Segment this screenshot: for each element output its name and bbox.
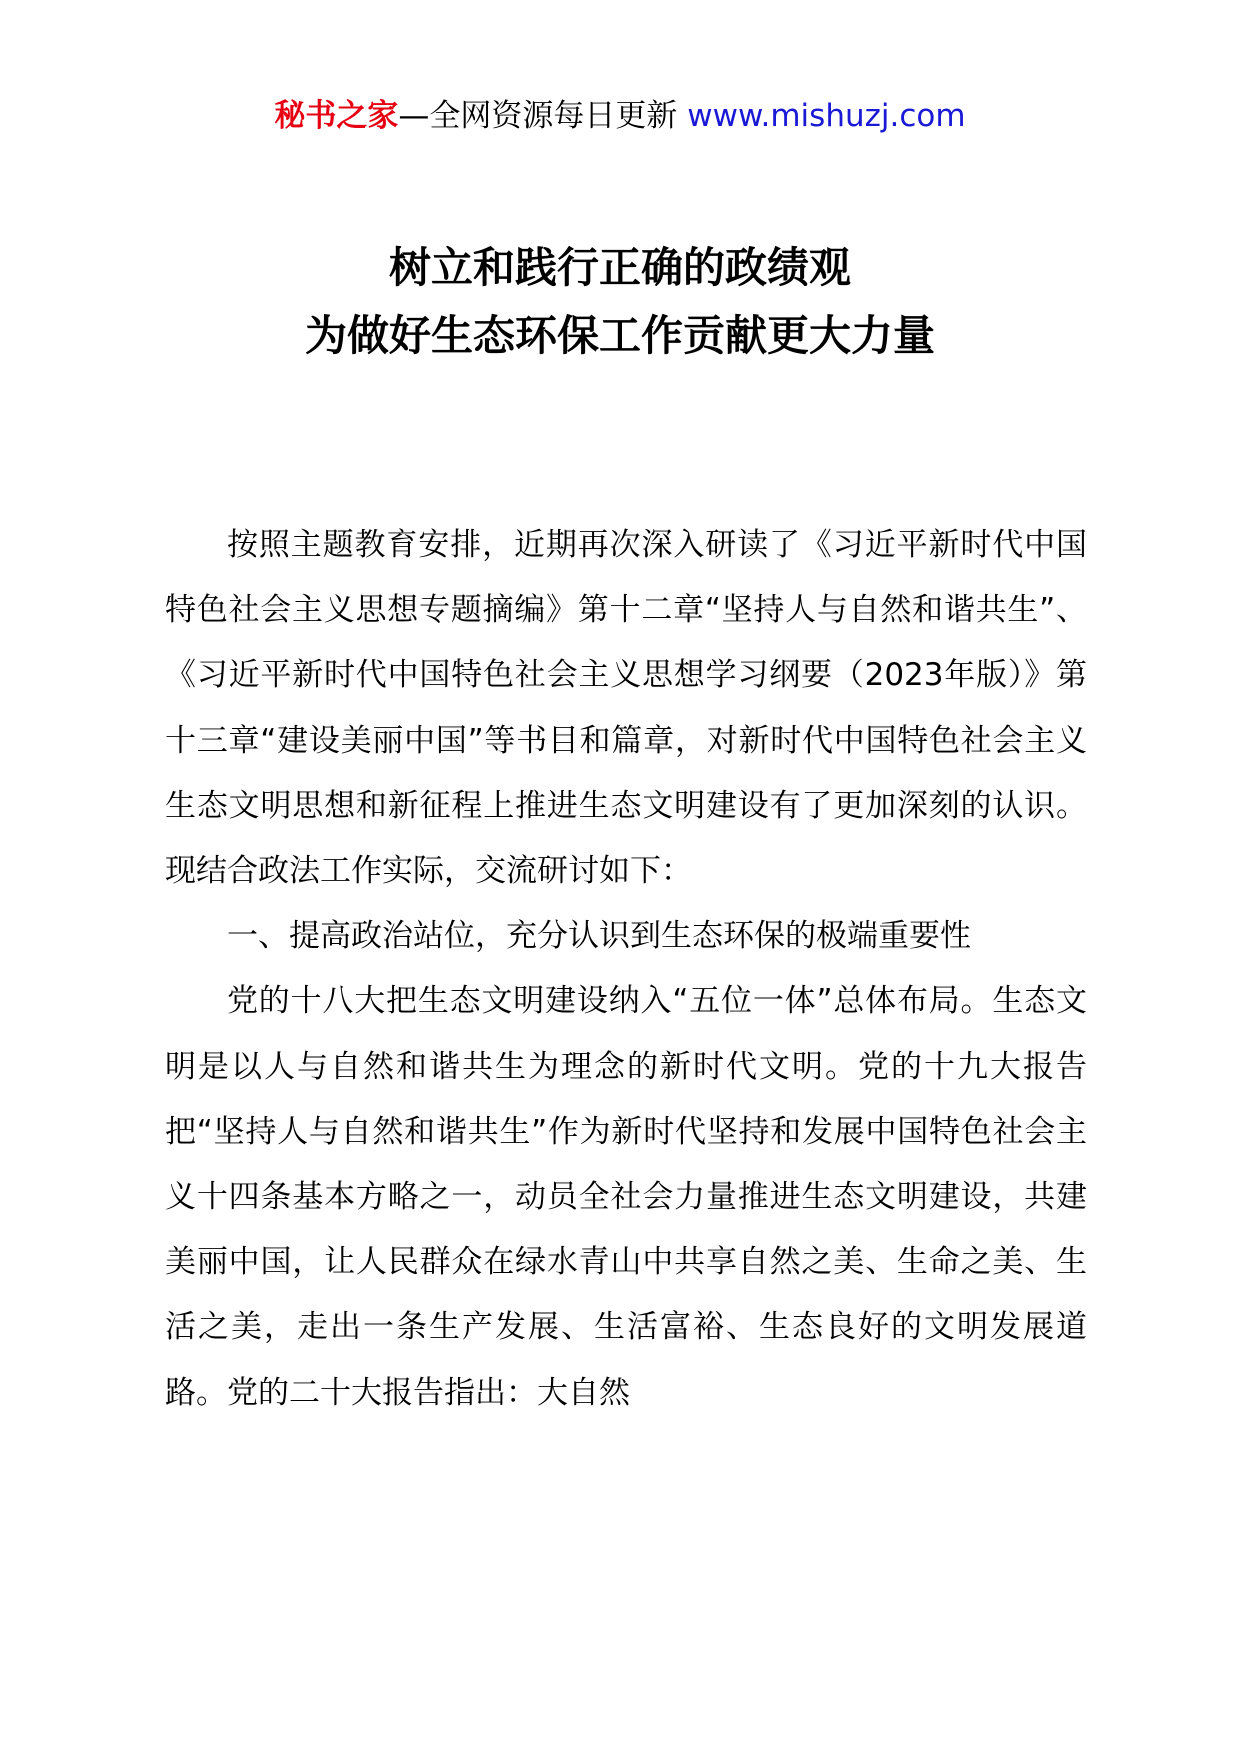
brand-name: 秘书之家 (274, 98, 399, 134)
document-title-line-1: 树立和践行正确的政绩观 (388, 243, 851, 292)
body-paragraph-1: 按照主题教育安排，近期再次深入研读了《习近平新时代中国特色社会主义思想专题摘编》第十二章“坚持人与自然和谐共生”、《习近平新时代中国特色社会主义思想学习纲要（2023年版）》第十三章“建设美丽中国”等书目和篇章，对新时代中国特色社会主义生态文明思想和新征程上推进生态文明建设有了更加深刻的认识。现结合政法工作实际，交流研讨如下： (165, 527, 1087, 890)
document-body (165, 513, 1087, 1426)
site-url-link[interactable]: www.mishuzj.com (687, 98, 966, 134)
section-heading-1: 一、提高政治站位，充分认识到生态环保的极端重要性 (227, 918, 971, 955)
body-paragraph-2: 党的十八大把生态文明建设纳入“五位一体”总体布局。生态文明是以人与自然和谐共生为理念的新时代文明。党的十九大报告把“坚持人与自然和谐共生”作为新时代坚持和发展中国特色社会主义十四条基本方略之一，动员全社会力量推进生态文明建设，共建美丽中国，让人民群众在绿水青山中共享自然之美、生命之美、生活之美，走出一条生产发展、生活富裕、生态良好的文明发展道路。党的二十大报告指出：大自然 (165, 983, 1087, 1411)
site-header (0, 96, 1240, 136)
document-title-line-2: 为做好生态环保工作贡献更大力量 (304, 311, 935, 360)
header-tagline: —全网资源每日更新 (398, 98, 688, 134)
